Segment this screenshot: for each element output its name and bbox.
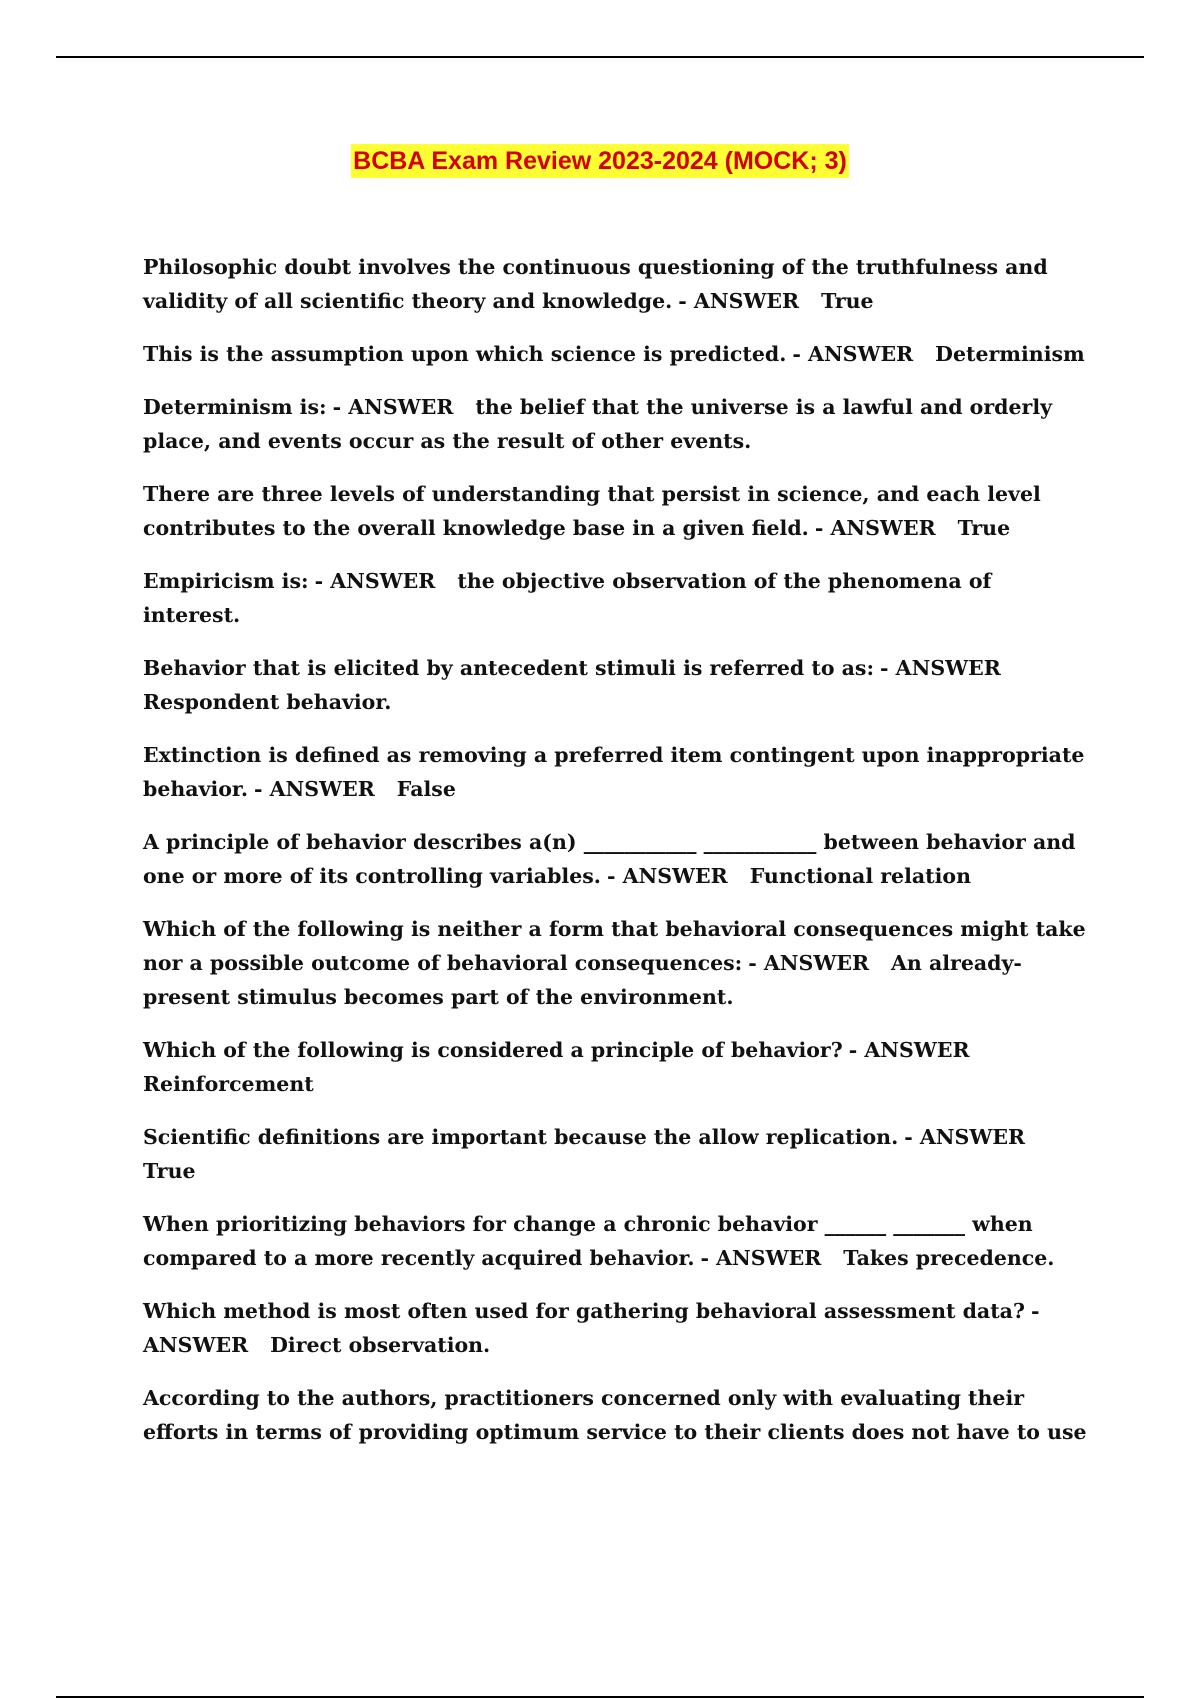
answer-marker: - ANSWER [848, 1038, 970, 1062]
qa-item [143, 1207, 1091, 1275]
question-text: Which of the following is neither a form that behavioral consequences might take nor a possible outcome of behavioral consequences: [143, 917, 1086, 975]
answer-text: True [143, 1159, 196, 1183]
qa-item [143, 390, 1091, 458]
answer-text: True [957, 516, 1011, 540]
qa-item [143, 337, 1091, 371]
qa-item [143, 1120, 1091, 1188]
question-text: Extinction is defined as removing a preferred item contingent upon inappropriate behavior. [143, 743, 1085, 801]
answer-marker: - ANSWER [880, 656, 1001, 680]
answer-text: Determinism [935, 342, 1085, 366]
answer-marker: - ANSWER [314, 569, 436, 593]
question-text: There are three levels of understanding that persist in science, and each level contributes to the overall knowledge base in a given field. [143, 482, 1041, 540]
question-text: Empiricism is: [143, 569, 309, 593]
answer-text: Functional relation [749, 864, 971, 888]
question-text: Scientific definitions are important because the allow replication. [143, 1125, 899, 1149]
question-text: Determinism is: [143, 395, 327, 419]
question-text: This is the assumption upon which science is predicted. [143, 342, 787, 366]
qa-item [143, 1294, 1091, 1362]
question-text: According to the authors, practitioners concerned only with evaluating their efforts in terms of providing optimum service to their clients does not have to use [143, 1386, 1087, 1444]
answer-text: Direct observation. [270, 1333, 491, 1357]
header-rule [56, 56, 1144, 58]
qa-item [143, 1381, 1091, 1449]
qa-item [143, 651, 1091, 719]
answer-text: True [821, 289, 874, 313]
qa-item [143, 738, 1091, 806]
answer-marker: - ANSWER [678, 289, 800, 313]
page-title: BCBA Exam Review 2023-2024 (MOCK; 3) [351, 144, 849, 178]
answer-text: the objective observation of the phenomena of interest. [143, 569, 992, 627]
answer-marker: - ANSWER [332, 395, 454, 419]
answer-marker: - ANSWER [254, 777, 375, 801]
answer-text: Respondent behavior. [143, 690, 392, 714]
qa-list [143, 250, 1091, 1468]
qa-item [143, 564, 1091, 632]
answer-marker: - ANSWER [748, 951, 870, 975]
answer-marker: - ANSWER [700, 1246, 822, 1270]
answer-marker: - ANSWER [904, 1125, 1026, 1149]
qa-item [143, 250, 1091, 318]
answer-text: Takes precedence. [843, 1246, 1055, 1270]
answer-text: False [396, 777, 456, 801]
title-container [0, 144, 1200, 178]
answer-marker: - ANSWER [814, 516, 936, 540]
qa-item [143, 912, 1091, 1014]
qa-item [143, 477, 1091, 545]
qa-item [143, 825, 1091, 893]
answer-text: the belief that the universe is a lawful and orderly place, and events occur as the result of other events. [143, 395, 1053, 453]
footer-rule [56, 1696, 1144, 1698]
question-text: A principle of behavior describes a(n) ___________ ___________ between behavior and one or more of its controlling variables. [143, 830, 1076, 888]
qa-item [143, 1033, 1091, 1101]
answer-text: Reinforcement [143, 1072, 314, 1096]
question-text: Which of the following is considered a principle of behavior? [143, 1038, 843, 1062]
question-text: When prioritizing behaviors for change a chronic behavior ______ _______ when compared to a more recently acquired behavior. [143, 1212, 1033, 1270]
answer-marker: - ANSWER [143, 1299, 1040, 1357]
answer-text: An already-present stimulus becomes part of the environment. [143, 951, 1022, 1009]
answer-marker: - ANSWER [792, 342, 914, 366]
answer-marker: - ANSWER [606, 864, 728, 888]
question-text: Philosophic doubt involves the continuous questioning of the truthfulness and validity of all scientific theory and knowledge. [143, 255, 1048, 313]
question-text: Which method is most often used for gathering behavioral assessment data? [143, 1299, 1025, 1323]
question-text: Behavior that is elicited by antecedent stimuli is referred to as: [143, 656, 875, 680]
